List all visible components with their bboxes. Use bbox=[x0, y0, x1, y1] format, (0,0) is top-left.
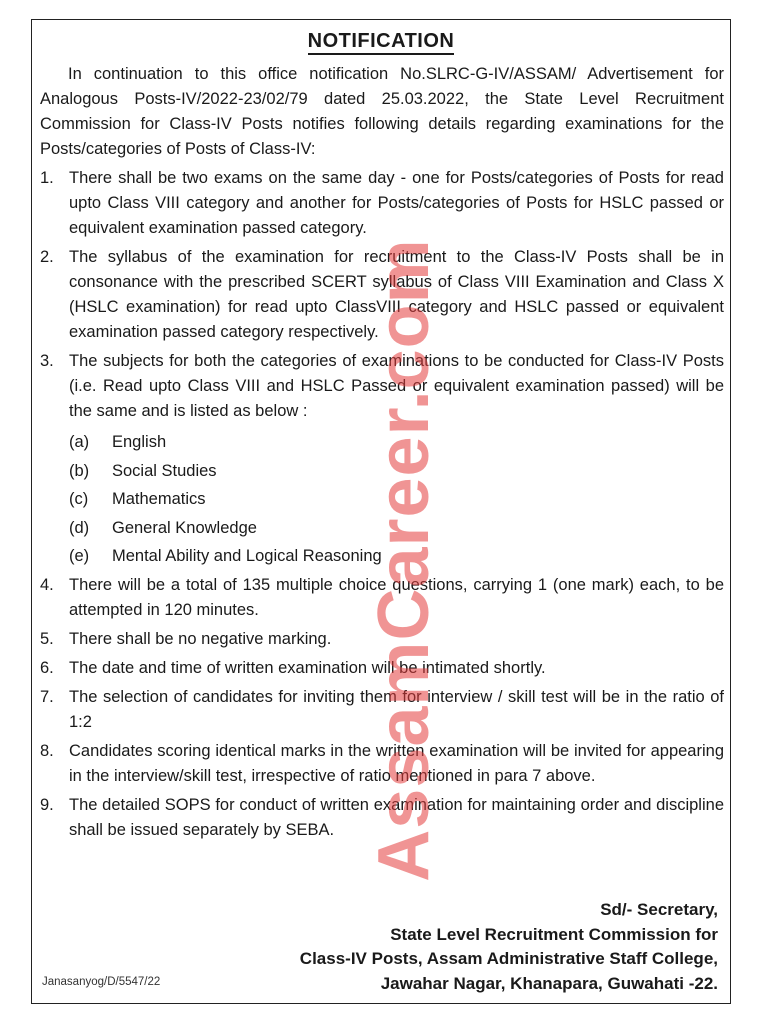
subject-item bbox=[40, 514, 724, 543]
subject-letter: (d) bbox=[69, 518, 90, 537]
point-text: There shall be no negative marking. bbox=[69, 629, 332, 648]
point-number: 1. bbox=[40, 169, 54, 187]
subject-letter: (c) bbox=[69, 490, 89, 508]
point-2 bbox=[40, 245, 724, 345]
point-number: 4. bbox=[40, 575, 54, 594]
point-text: Candidates scoring identical marks in the written examination will be invited for appearing in the interview/skill test, irrespective of ratio mentioned in para 7 above. bbox=[69, 741, 724, 785]
point-text: The selection of candidates for inviting them for interview / skill test will be in the ratio of 1:2 bbox=[69, 687, 724, 731]
signature-line: Jawahar Nagar, Khanapara, Guwahati -22. bbox=[380, 973, 718, 993]
point-number: 8. bbox=[40, 741, 54, 760]
point-4 bbox=[40, 573, 724, 623]
point-number: 3. bbox=[40, 352, 54, 370]
subject-letter: (a) bbox=[69, 433, 90, 451]
title-text: NOTIFICATION bbox=[308, 30, 455, 55]
point-3 bbox=[40, 349, 724, 424]
point-text: There will be a total of 135 multiple choice questions, carrying 1 (one mark) each, to be attempted in 120 minutes. bbox=[69, 575, 724, 619]
point-6 bbox=[40, 656, 724, 681]
point-1 bbox=[40, 166, 724, 241]
intro-paragraph bbox=[40, 62, 724, 162]
point-text: The date and time of written examination will be intimated shortly. bbox=[69, 658, 546, 677]
point-7 bbox=[40, 685, 724, 735]
notification-title bbox=[32, 30, 730, 53]
point-number: 7. bbox=[40, 687, 54, 706]
points-list bbox=[40, 166, 724, 843]
signature-block bbox=[300, 898, 718, 996]
subject-letter: (e) bbox=[69, 547, 90, 565]
subject-name: General Knowledge bbox=[112, 518, 257, 537]
subject-item bbox=[40, 485, 724, 514]
subject-name: English bbox=[112, 433, 167, 451]
subject-item bbox=[40, 542, 724, 571]
subject-name: Mathematics bbox=[112, 490, 206, 508]
subjects-list bbox=[40, 428, 724, 571]
subject-name: Mental Ability and Logical Reasoning bbox=[112, 547, 382, 565]
point-text: The subjects for both the categories of examinations to be conducted for Class-IV Posts (i.e. Read upto Class VIII and HSLC Passed or equivalent examination passed) will be the same and is listed as below : bbox=[69, 352, 724, 420]
subject-item bbox=[40, 428, 724, 457]
reference-number: Janasanyog/D/5547/22 bbox=[42, 976, 161, 988]
signature-line: State Level Recruitment Commission for bbox=[390, 924, 718, 944]
subject-item bbox=[40, 457, 724, 486]
point-text: The syllabus of the examination for recruitment to the Class-IV Posts shall be in consonance with the prescribed SCERT syllabus of Class VIII Examination and Class X (HSLC examination) for read upto ClassVIII category and HSLC passed or equivalent examination passed category respectively. bbox=[69, 248, 724, 341]
point-text: There shall be two exams on the same day - one for Posts/categories of Posts for read upto Class VIII category and another for Posts/categories of Posts for HSLC passed or equivalent examination passed category. bbox=[69, 169, 724, 237]
point-8 bbox=[40, 739, 724, 789]
intro-text: In continuation to this office notification No.SLRC-G-IV/ASSAM/ Advertisement for Analogous Posts-IV/2022-23/02/79 dated 25.03.2022, the State Level Recruitment Commission for Class-IV Posts notifies following details regarding examinations for the Posts/categories of Posts of Class-IV: bbox=[40, 65, 724, 158]
watermark-text: AssamCareer.com bbox=[364, 238, 444, 882]
point-9 bbox=[40, 793, 724, 843]
point-number: 6. bbox=[40, 658, 54, 677]
signature-line: Sd/- Secretary, bbox=[600, 900, 718, 919]
notification-frame bbox=[31, 19, 731, 1004]
subject-letter: (b) bbox=[69, 461, 90, 480]
point-5 bbox=[40, 627, 724, 652]
subject-name: Social Studies bbox=[112, 461, 217, 480]
point-number: 5. bbox=[40, 629, 54, 648]
point-number: 9. bbox=[40, 795, 54, 814]
signature-line: Class-IV Posts, Assam Administrative Staff College, bbox=[299, 949, 718, 968]
point-number: 2. bbox=[40, 248, 54, 266]
point-text: The detailed SOPS for conduct of written examination for maintaining order and discipline shall be issued separately by SEBA. bbox=[69, 795, 724, 839]
